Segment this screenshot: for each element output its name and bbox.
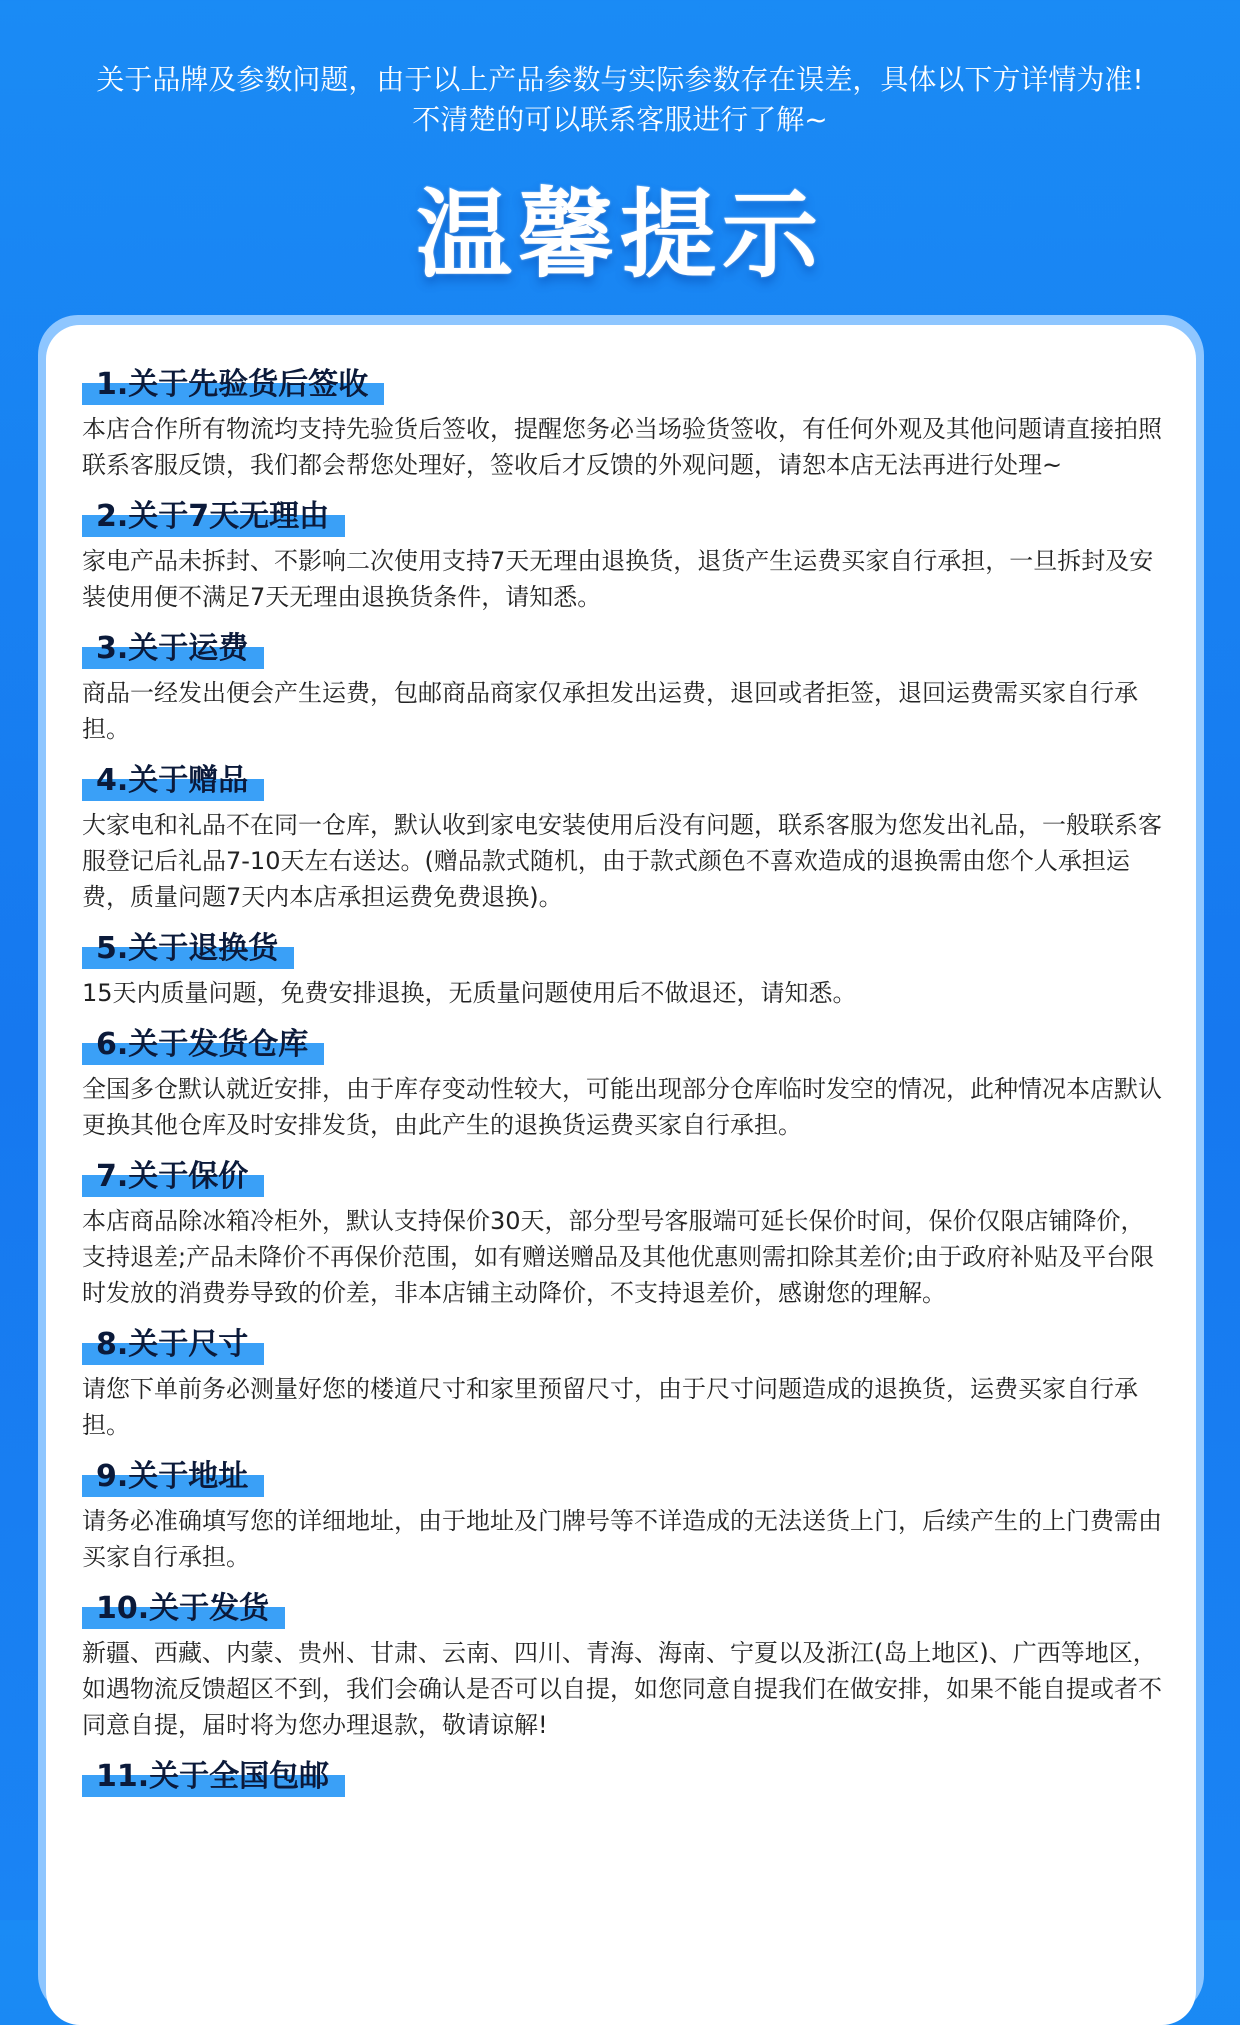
tip-section — [82, 1157, 1162, 1311]
tip-body: 15天内质量问题，免费安排退换，无质量问题使用后不做退还，请知悉。 — [82, 979, 857, 1007]
tip-heading: 11.关于全国包邮 — [82, 1757, 345, 1797]
tip-section — [82, 1757, 1162, 1803]
tip-section — [82, 1589, 1162, 1743]
tip-body: 家电产品未拆封、不影响二次使用支持7天无理由退换货，退货产生运费买家自行承担，一旦拆封及安装使用便不满足7天无理由退换货条件，请知悉。 — [82, 547, 1154, 611]
tip-section — [82, 365, 1162, 483]
tip-heading: 7.关于保价 — [82, 1157, 264, 1197]
notice-text — [0, 60, 1240, 140]
tip-heading: 1.关于先验货后签收 — [82, 365, 384, 405]
tip-body: 全国多仓默认就近安排，由于库存变动性较大，可能出现部分仓库临时发空的情况，此种情况本店默认更换其他仓库及时安排发货，由此产生的退换货运费买家自行承担。 — [82, 1075, 1162, 1139]
tip-section — [82, 761, 1162, 915]
tip-heading: 6.关于发货仓库 — [82, 1025, 324, 1065]
tip-section — [82, 1325, 1162, 1443]
page-title: 温馨提示 — [416, 179, 824, 291]
tips-list — [82, 365, 1162, 1817]
tip-body: 大家电和礼品不在同一仓库，默认收到家电安装使用后没有问题，联系客服为您发出礼品，一般联系客服登记后礼品7-10天左右送达。(赠品款式随机，由于款式颜色不喜欢造成的退换需由您个人承担运费，质量问题7天内本店承担运费免费退换)。 — [82, 811, 1162, 911]
tip-section — [82, 929, 1162, 1011]
tip-body: 请您下单前务必测量好您的楼道尺寸和家里预留尺寸，由于尺寸问题造成的退换货，运费买家自行承担。 — [82, 1375, 1138, 1439]
tip-body: 新疆、西藏、内蒙、贵州、甘肃、云南、四川、青海、海南、宁夏以及浙江(岛上地区)、广西等地区，如遇物流反馈超区不到，我们会确认是否可以自提，如您同意自提我们在做安排，如果不能自提或者不同意自提，届时将为您办理退款，敬请谅解! — [82, 1639, 1162, 1739]
tip-body: 本店合作所有物流均支持先验货后签收，提醒您务必当场验货签收，有任何外观及其他问题请直接拍照联系客服反馈，我们都会帮您处理好，签收后才反馈的外观问题，请恕本店无法再进行处理~ — [82, 415, 1162, 479]
tip-section — [82, 497, 1162, 615]
tip-heading: 3.关于运费 — [82, 629, 264, 669]
tip-heading: 8.关于尺寸 — [82, 1325, 264, 1365]
tip-section — [82, 629, 1162, 747]
tip-body: 本店商品除冰箱冷柜外，默认支持保价30天，部分型号客服端可延长保价时间，保价仅限店铺降价，支持退差;产品未降价不再保价范围，如有赠送赠品及其他优惠则需扣除其差价;由于政府补贴及平台限时发放的消费券导致的价差，非本店铺主动降价，不支持退差价，感谢您的理解。 — [82, 1207, 1155, 1307]
tip-body: 请务必准确填写您的详细地址，由于地址及门牌号等不详造成的无法送货上门，后续产生的上门费需由买家自行承担。 — [82, 1507, 1162, 1571]
tip-heading: 2.关于7天无理由 — [82, 497, 345, 537]
notice-line-2: 不清楚的可以联系客服进行了解~ — [412, 103, 828, 136]
tip-section — [82, 1457, 1162, 1575]
tip-heading: 10.关于发货 — [82, 1589, 285, 1629]
tip-section — [82, 1025, 1162, 1143]
tip-heading: 5.关于退换货 — [82, 929, 294, 969]
tip-heading: 4.关于赠品 — [82, 761, 264, 801]
notice-line-1: 关于品牌及参数问题，由于以上产品参数与实际参数存在误差，具体以下方详情为准! — [96, 63, 1144, 96]
tip-heading: 9.关于地址 — [82, 1457, 264, 1497]
tip-body: 商品一经发出便会产生运费，包邮商品商家仅承担发出运费，退回或者拒签，退回运费需买家自行承担。 — [82, 679, 1138, 743]
